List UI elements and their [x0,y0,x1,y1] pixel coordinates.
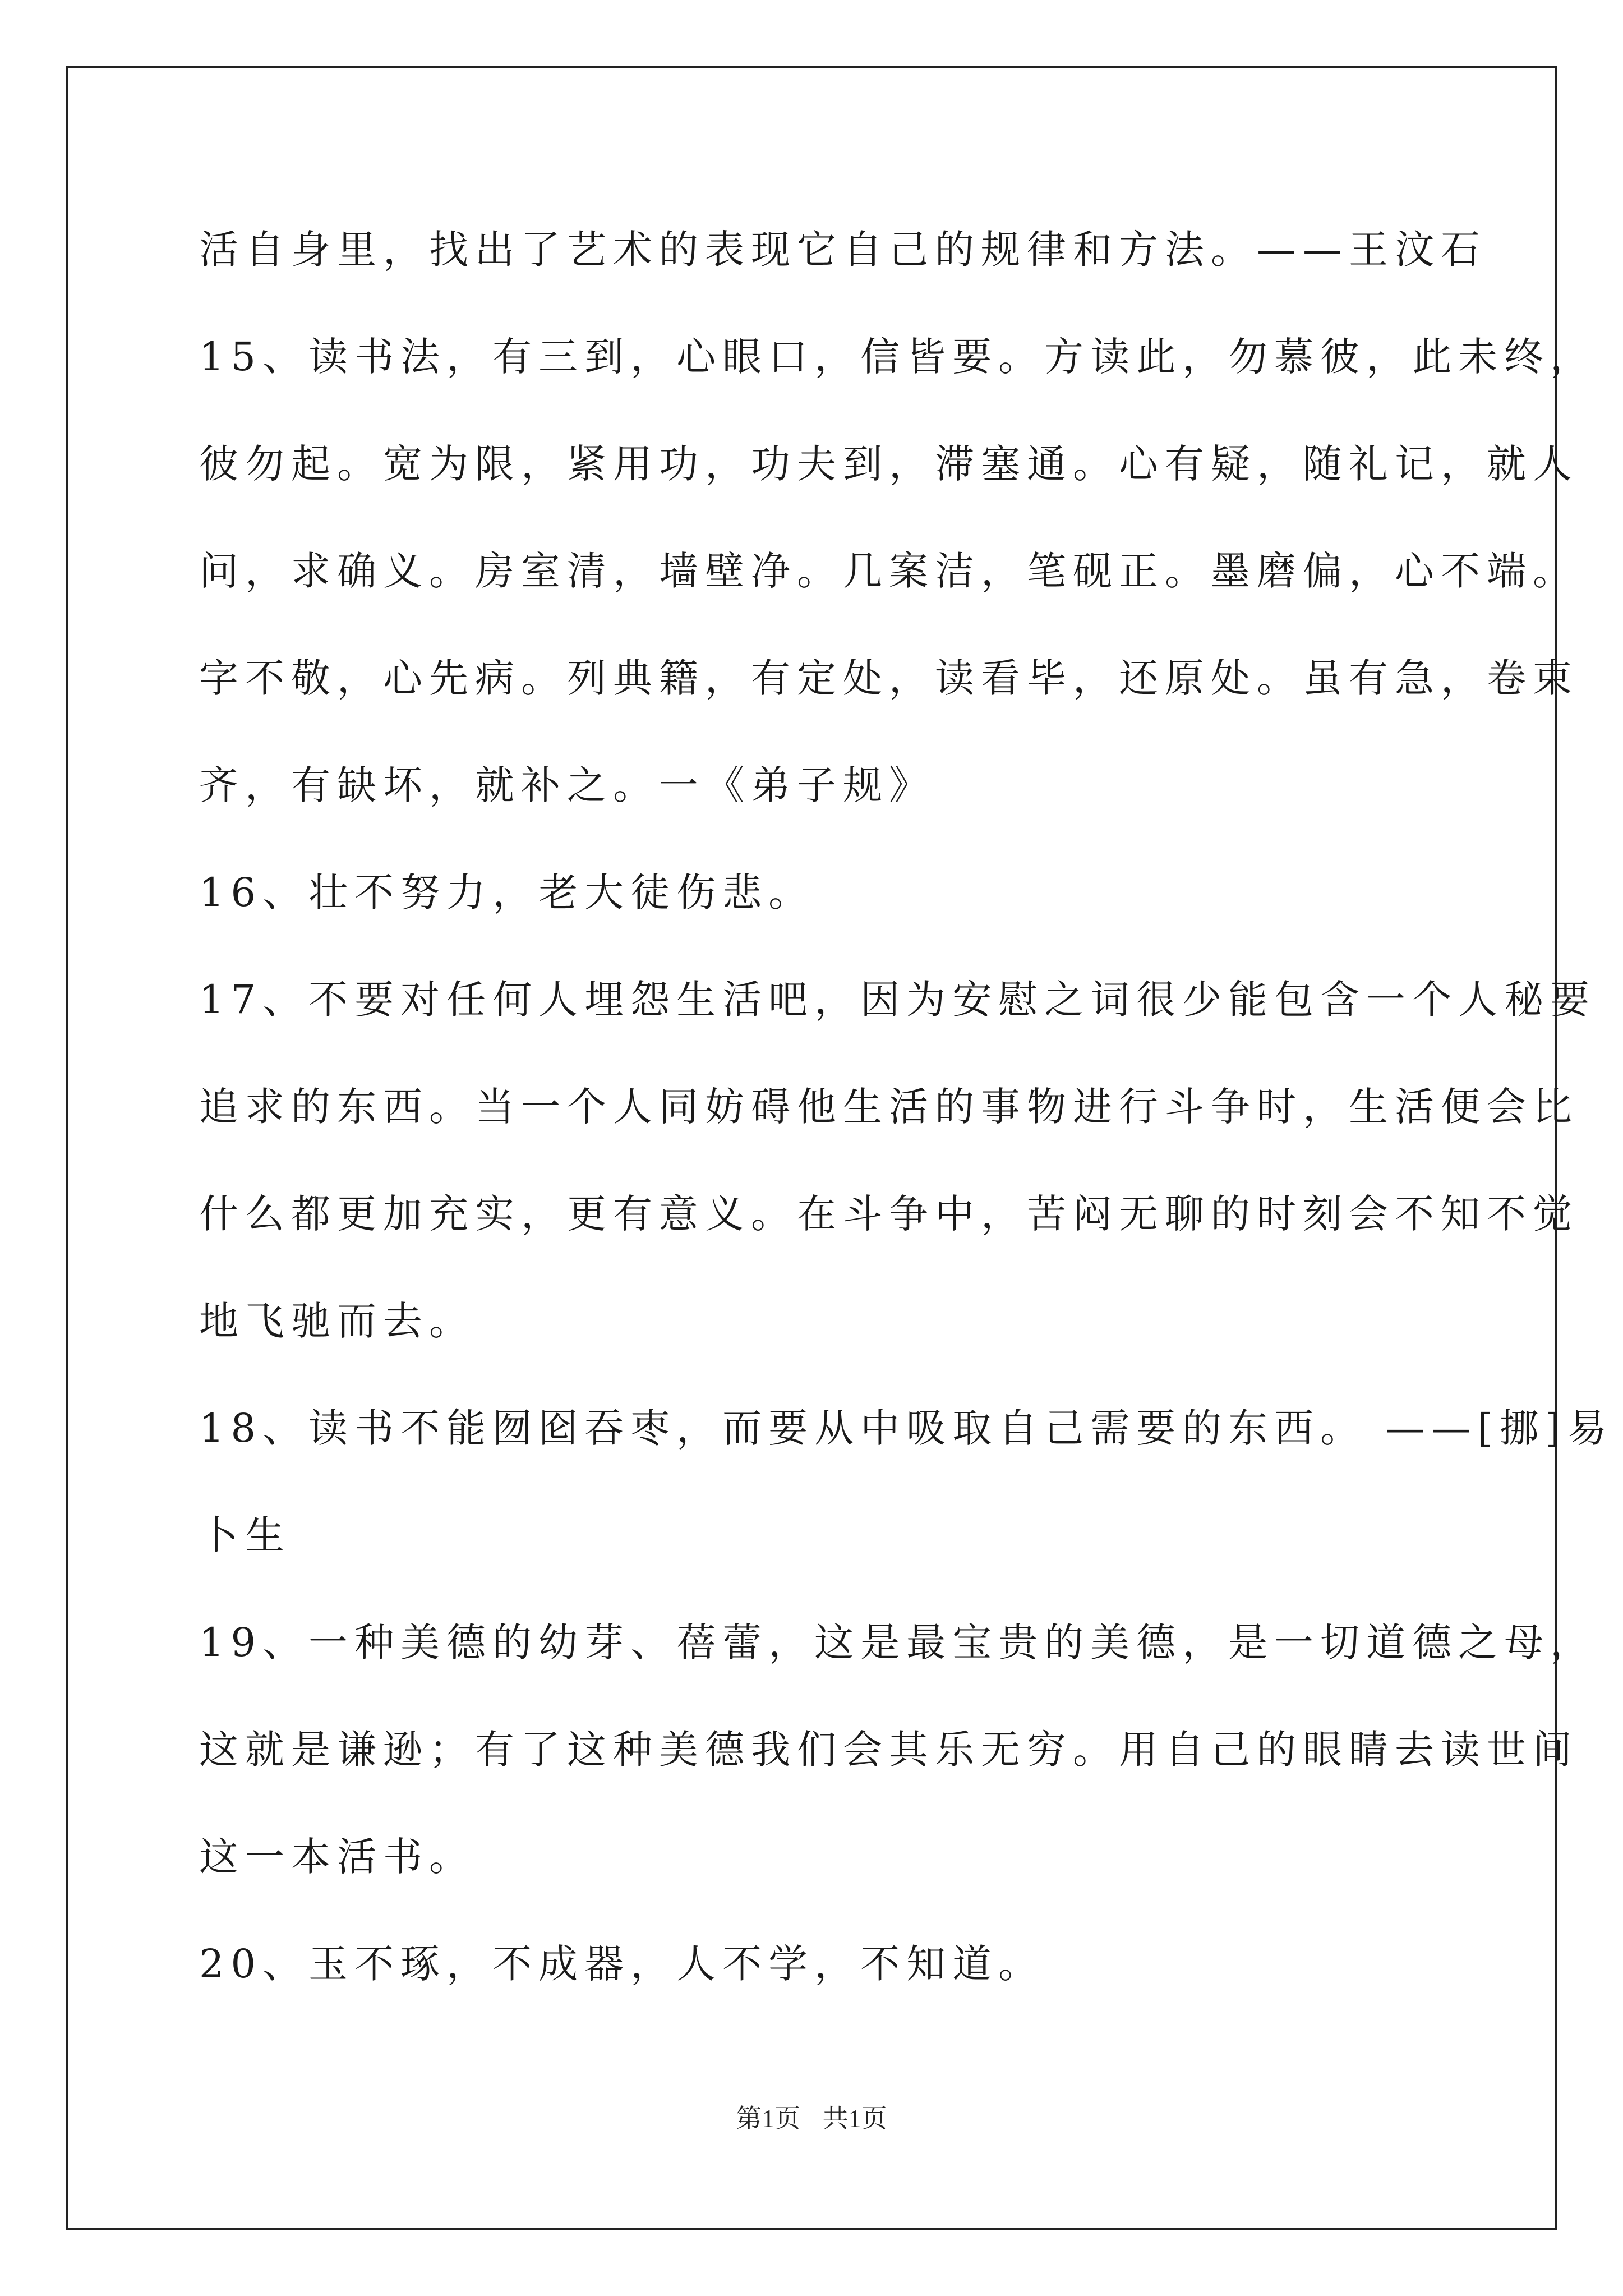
text-line: 卜生 [199,1512,291,1558]
text-line: 15、读书法，有三到，心眼口，信皆要。方读此，勿慕彼，此未终， [199,334,1597,380]
text-line: 这就是谦逊；有了这种美德我们会其乐无穷。用自己的眼睛去读世间 [199,1727,1579,1773]
text-line: 字不敬，心先病。列典籍，有定处，读看毕，还原处。虽有急，卷束 [199,655,1579,701]
page-number: 第1页 [736,2104,801,2133]
text-line: 18、读书不能囫囵吞枣，而要从中吸取自己需要的东西。 ——[挪]易 [199,1405,1613,1451]
text-line: 问，求确义。房室清，墙壁净。几案洁，笔砚正。墨磨偏，心不端。 [199,548,1579,594]
text-line: 彼勿起。宽为限，紧用功，功夫到，滞塞通。心有疑，随礼记，就人 [199,441,1579,487]
document-body [199,206,1613,2028]
text-line: 17、不要对任何人埋怨生活吧，因为安慰之词很少能包含一个人秘要 [199,977,1597,1023]
text-line: 这一本活书。 [199,1834,475,1880]
text-line: 19、一种美德的幼芽、蓓蕾，这是最宝贵的美德，是一切道德之母， [199,1619,1597,1665]
text-line: 追求的东西。当一个人同妨碍他生活的事物进行斗争时，生活便会比 [199,1084,1579,1130]
text-line: 16、壮不努力，老大徒伤悲。 [199,869,815,915]
text-line: 活自身里，找出了艺术的表现它自己的规律和方法。——王汶石 [199,227,1487,273]
text-line: 地飞驰而去。 [199,1298,475,1344]
page-total: 共1页 [822,2104,887,2133]
text-line: 齐，有缺坏，就补之。一《弟子规》 [199,762,935,808]
text-line: 20、玉不琢，不成器，人不学，不知道。 [199,1941,1045,1987]
text-line: 什么都更加充实，更有意义。在斗争中，苦闷无聊的时刻会不知不觉 [199,1191,1579,1237]
page-footer [0,2098,1623,2135]
